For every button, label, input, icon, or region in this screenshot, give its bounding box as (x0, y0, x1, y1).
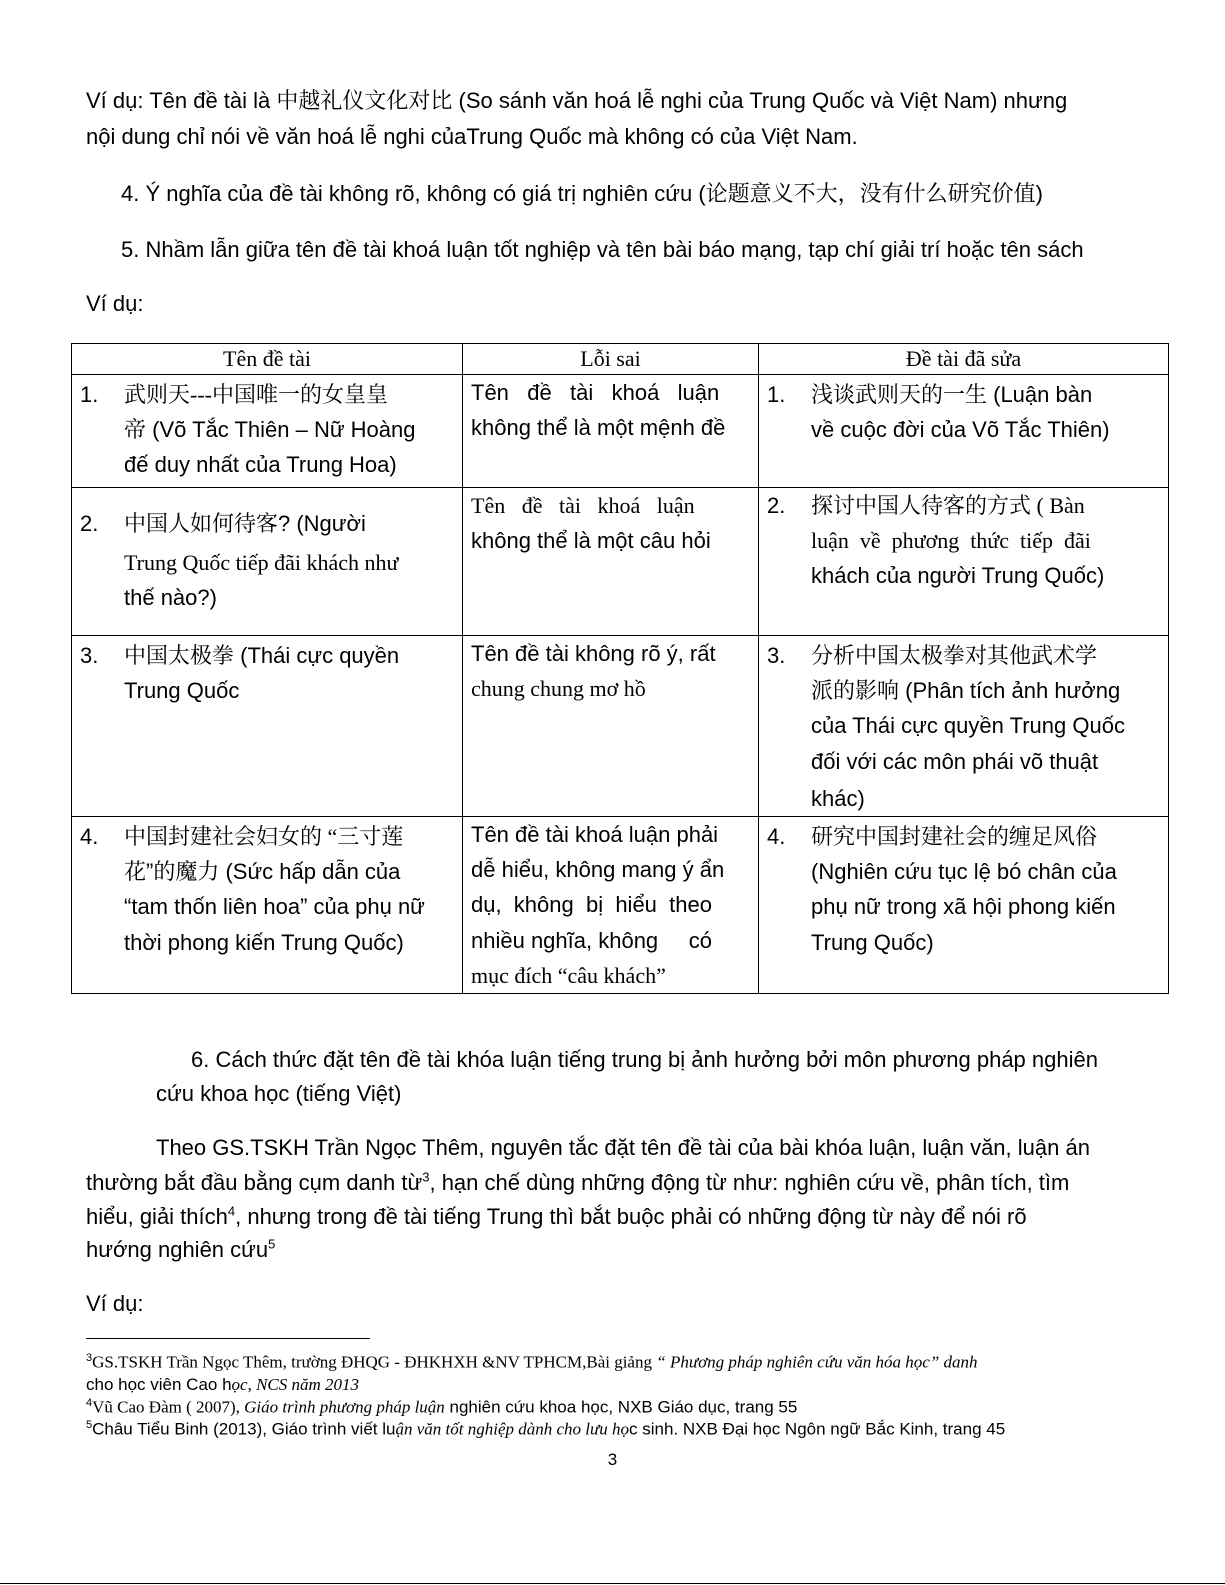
cell-line: 中国太极拳 (Thái cực quyền (124, 643, 400, 668)
text: (So sánh văn hoá lễ nghi của Trung Quốc và Việt Nam) nhưng (452, 88, 1068, 113)
row-number: 3. (767, 643, 786, 668)
cell-line: 派的影响 (Phân tích ảnh hưởng (811, 678, 1121, 704)
text: Vũ Cao Đàm ( 2007), (92, 1397, 245, 1417)
title-cell (72, 816, 463, 993)
text: cho học viên Cao h (86, 1375, 232, 1394)
cell-line: Tên đề tài khoá luận (471, 493, 695, 518)
cell-line: nhiều nghĩa, không có (471, 927, 712, 953)
text: nghiên cứu khoa học, NXB Giáo dục, trang 55 (444, 1397, 798, 1417)
list-item-4: 4. Ý nghĩa của đề tài không rõ, không có giá trị nghiên cứu (论题意义不大，没有什么研究价值) (121, 181, 1043, 206)
cell-line: (Nghiên cứu tục lệ bó chân của (811, 859, 1117, 885)
example-paragraph-line2: nội dung chỉ nói về văn hoá lễ nghi củaTrung Quốc mà không có của Việt Nam. (86, 124, 858, 149)
text: ọc, NCS năm 2013 (231, 1375, 360, 1394)
example-label: Ví dụ: (86, 1291, 144, 1316)
row-number: 4. (767, 823, 786, 849)
cell-line: 武则天---中国唯一的女皇皇 (124, 382, 388, 407)
cell-line: đối với các môn phái võ thuật (811, 748, 1099, 774)
text: GS.TSKH Trần Ngọc Thêm, trường ĐHQG - ĐHKHXH &NV TPHCM,Bài giảng (92, 1352, 657, 1372)
footnote-3-line2 (86, 1375, 359, 1395)
cell-line: Tên đề tài không rõ ý, rất (471, 641, 716, 666)
title-cell (72, 488, 463, 636)
text: ệp dành cho lưu họ (497, 1419, 630, 1439)
header-fixed: Đề tài đã sửa (759, 344, 1169, 375)
list-item-6-line1: 6. Cách thức đặt tên đề tài khóa luận tiếng trung bị ảnh hưởng bởi môn phương pháp nghiên (191, 1047, 1098, 1072)
text: hướng nghiên cứu (86, 1237, 269, 1262)
text: , hạn chế dùng những động từ như: nghiên cứu về, phân tích, tìm (429, 1170, 1070, 1195)
text: Ví dụ: Tên đề tài là (86, 88, 277, 113)
footnote-ref-3[interactable]: 3 (422, 1169, 430, 1185)
title-cell (72, 636, 463, 817)
cell-line: thế nào?) (124, 585, 217, 611)
row-number: 4. (80, 823, 99, 849)
fixed-cell (759, 816, 1169, 993)
footnote-mark: 5 (86, 1419, 93, 1431)
row-number: 2. (767, 493, 786, 518)
cell-line: Tên đề tài khoá luận (471, 380, 720, 405)
footnote-5 (86, 1419, 1005, 1440)
cell-line: luận về phương thức tiếp đãi (811, 528, 1091, 554)
cell-line: 中国封建社会妇女的 “三寸莲 (124, 823, 404, 849)
row-number: 3. (80, 643, 99, 668)
cell-line: 研究中国封建社会的缠足风俗 (811, 823, 1098, 849)
text: hiểu, giải thích (86, 1204, 228, 1229)
header-title: Tên đề tài (72, 344, 463, 375)
theo-paragraph-line4 (86, 1232, 275, 1267)
cell-line: khác) (811, 785, 865, 811)
cell-line: 中国人如何待客? (Người (124, 511, 366, 536)
title-cell (72, 375, 463, 488)
list-item-5: 5. Nhầm lẫn giữa tên đề tài khoá luận tốt nghiệp và tên bài báo mạng, tạp chí giải trí hoặc tên sách (121, 237, 1084, 262)
cell-line: khách của người Trung Quốc) (811, 563, 1105, 589)
cell-line: Trung Quốc tiếp đãi khách như (124, 550, 399, 576)
example-paragraph-line1 (86, 83, 1067, 118)
theo-paragraph-line2 (86, 1165, 1069, 1200)
cell-line: Trung Quốc) (811, 929, 934, 955)
cell-line: 浅谈武则天的一生 (Luận bàn (811, 382, 1093, 407)
examples-table (71, 343, 1169, 994)
row-number: 2. (80, 511, 99, 536)
chinese-text: 中越礼仪文化对比 (276, 88, 453, 113)
footnote-ref-5[interactable]: 5 (268, 1236, 276, 1252)
table-row (72, 375, 1169, 488)
cell-line: 分析中国太极拳对其他武术学 (811, 643, 1098, 668)
footnote-4 (86, 1397, 797, 1418)
cell-line: thời phong kiến Trung Quốc) (124, 929, 404, 955)
fixed-cell (759, 488, 1169, 636)
error-cell (463, 375, 759, 488)
header-error: Lỗi sai (463, 344, 759, 375)
cell-line: không thể là một câu hỏi (471, 528, 711, 554)
cell-line: không thể là một mệnh đề (471, 415, 726, 441)
theo-paragraph-line1: Theo GS.TSKH Trần Ngọc Thêm, nguyên tắc đặt tên đề tài của bài khóa luận, luận văn, luận án (156, 1135, 1090, 1160)
error-cell (463, 636, 759, 817)
list-item-6-line2: cứu khoa học (tiếng Việt) (156, 1081, 402, 1106)
fixed-cell (759, 375, 1169, 488)
cell-line: dụ, không bị hiểu theo (471, 892, 712, 918)
theo-paragraph-line3 (86, 1199, 1027, 1234)
footnote-ref-4[interactable]: 4 (227, 1203, 236, 1219)
text: “ Phương pháp nghiên cứu văn hóa học” danh (656, 1352, 978, 1372)
cell-line: 探讨中国人待客的方式 ( Bàn (811, 493, 1085, 518)
text: thường bắt đầu bằng cụm danh từ (86, 1170, 423, 1195)
text: , nhưng trong đề tài tiếng Trung thì bắt buộc phải có những động từ này để nói rõ (235, 1204, 1027, 1229)
example-label: Ví dụ: (86, 291, 144, 316)
cell-line: chung chung mơ hồ (471, 676, 646, 702)
cell-line: mục đích “câu khách” (471, 962, 666, 988)
text: ận văn tốt nghi (395, 1419, 498, 1439)
page-number: 3 (607, 1450, 618, 1469)
fixed-cell (759, 636, 1169, 817)
row-number: 1. (767, 382, 786, 407)
cell-line: phụ nữ trong xã hội phong kiến (811, 894, 1116, 920)
cell-line: về cuộc đời của Võ Tắc Thiên) (811, 417, 1110, 443)
page-bottom-border (0, 1583, 1225, 1584)
table-row (72, 488, 1169, 636)
footnote-3 (86, 1352, 978, 1373)
cell-line: của Thái cực quyền Trung Quốc (811, 713, 1125, 739)
cell-line: “tam thốn liên hoa” của phụ nữ (124, 894, 425, 920)
table-header-row (72, 344, 1169, 375)
footnote-mark: 4 (86, 1397, 93, 1409)
cell-line: Tên đề tài khoá luận phải (471, 821, 719, 847)
text: Giáo trình phương pháp luận (244, 1397, 445, 1417)
cell-line: 帝 (Võ Tắc Thiên – Nữ Hoàng (124, 417, 416, 443)
table-row (72, 816, 1169, 993)
footnote-mark: 3 (86, 1352, 93, 1364)
error-cell (463, 816, 759, 993)
cell-line: 花”的魔力 (Sức hấp dẫn của (124, 859, 401, 885)
table-row (72, 636, 1169, 817)
cell-line: Trung Quốc (124, 678, 240, 704)
text: Châu Tiểu Binh (2013), Giáo trình viết lu (92, 1419, 396, 1439)
cell-line: đế duy nhất của Trung Hoa) (124, 452, 397, 478)
row-number: 1. (80, 382, 99, 407)
cell-line: dễ hiểu, không mang ý ẩn (471, 857, 725, 883)
footnote-separator (86, 1338, 370, 1339)
text: c sinh. NXB Đại học Ngôn ngữ Bắc Kinh, trang 45 (629, 1419, 1006, 1439)
error-cell (463, 488, 759, 636)
